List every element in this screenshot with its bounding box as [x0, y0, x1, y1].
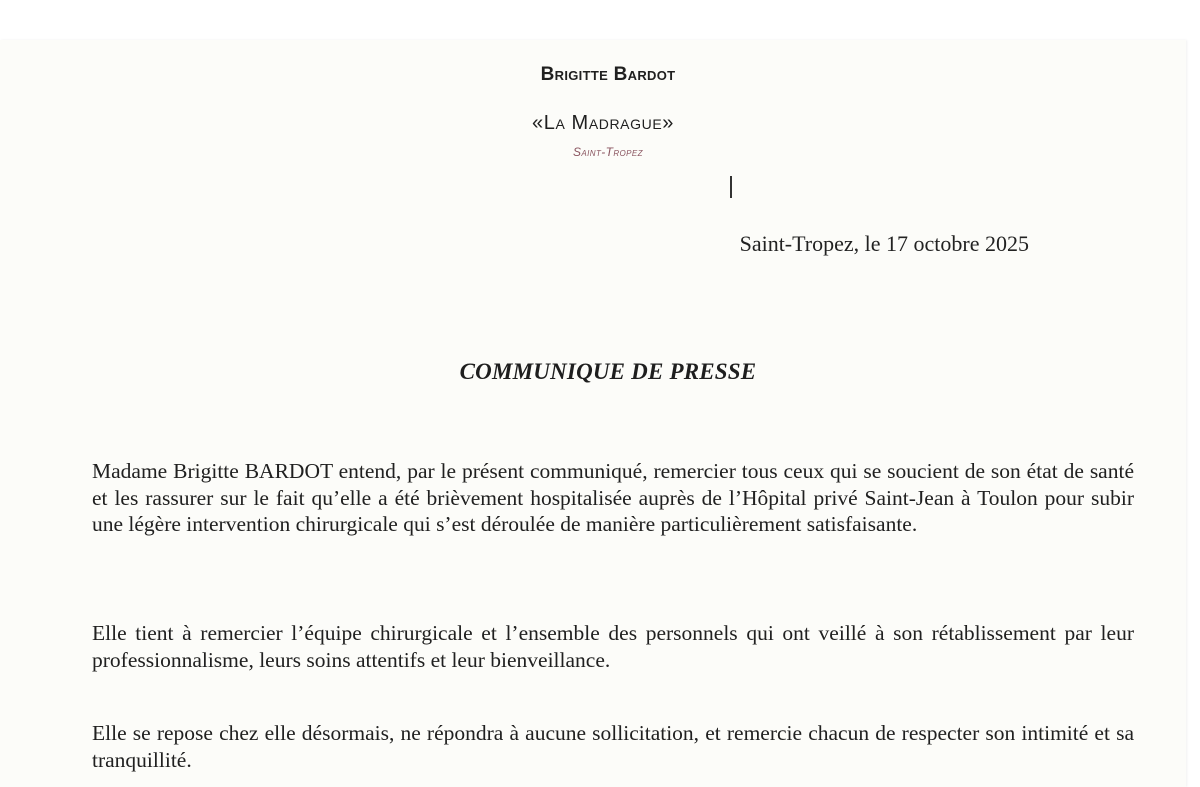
- letterhead-town: Saint-Tropez: [573, 145, 643, 159]
- paragraph-1: Madame Brigitte BARDOT entend, par le présent communiqué, remercier tous ceux qui se soucient de son état de santé et les rassurer sur le fait qu’elle a été brièvement hospitalisée auprès de l’Hôpital privé Saint-Jean à Toulon pour subir une légère intervention chirurgicale qui s’est déroulée de manière particulièrement satisfaisante.: [92, 459, 1134, 536]
- text-cursor-mark: [730, 176, 732, 198]
- press-release-page: [0, 40, 1186, 787]
- date-line: Saint-Tropez, le 17 octobre 2025: [739, 231, 1029, 256]
- letterhead-name: Brigitte Bardot: [540, 64, 676, 85]
- letterhead-house-name: «La Madrague»: [532, 112, 674, 134]
- paragraph-3: Elle se repose chez elle désormais, ne répondra à aucune sollicitation, et remercie chacun de respecter son intimité et sa tranquillité.: [92, 721, 1134, 772]
- document-title: COMMUNIQUE DE PRESSE: [459, 359, 757, 384]
- paragraph-2: Elle tient à remercier l’équipe chirurgicale et l’ensemble des personnels qui ont veillé à son rétablissement par leur professionnalisme, leurs soins attentifs et leur bienveillance.: [92, 621, 1134, 672]
